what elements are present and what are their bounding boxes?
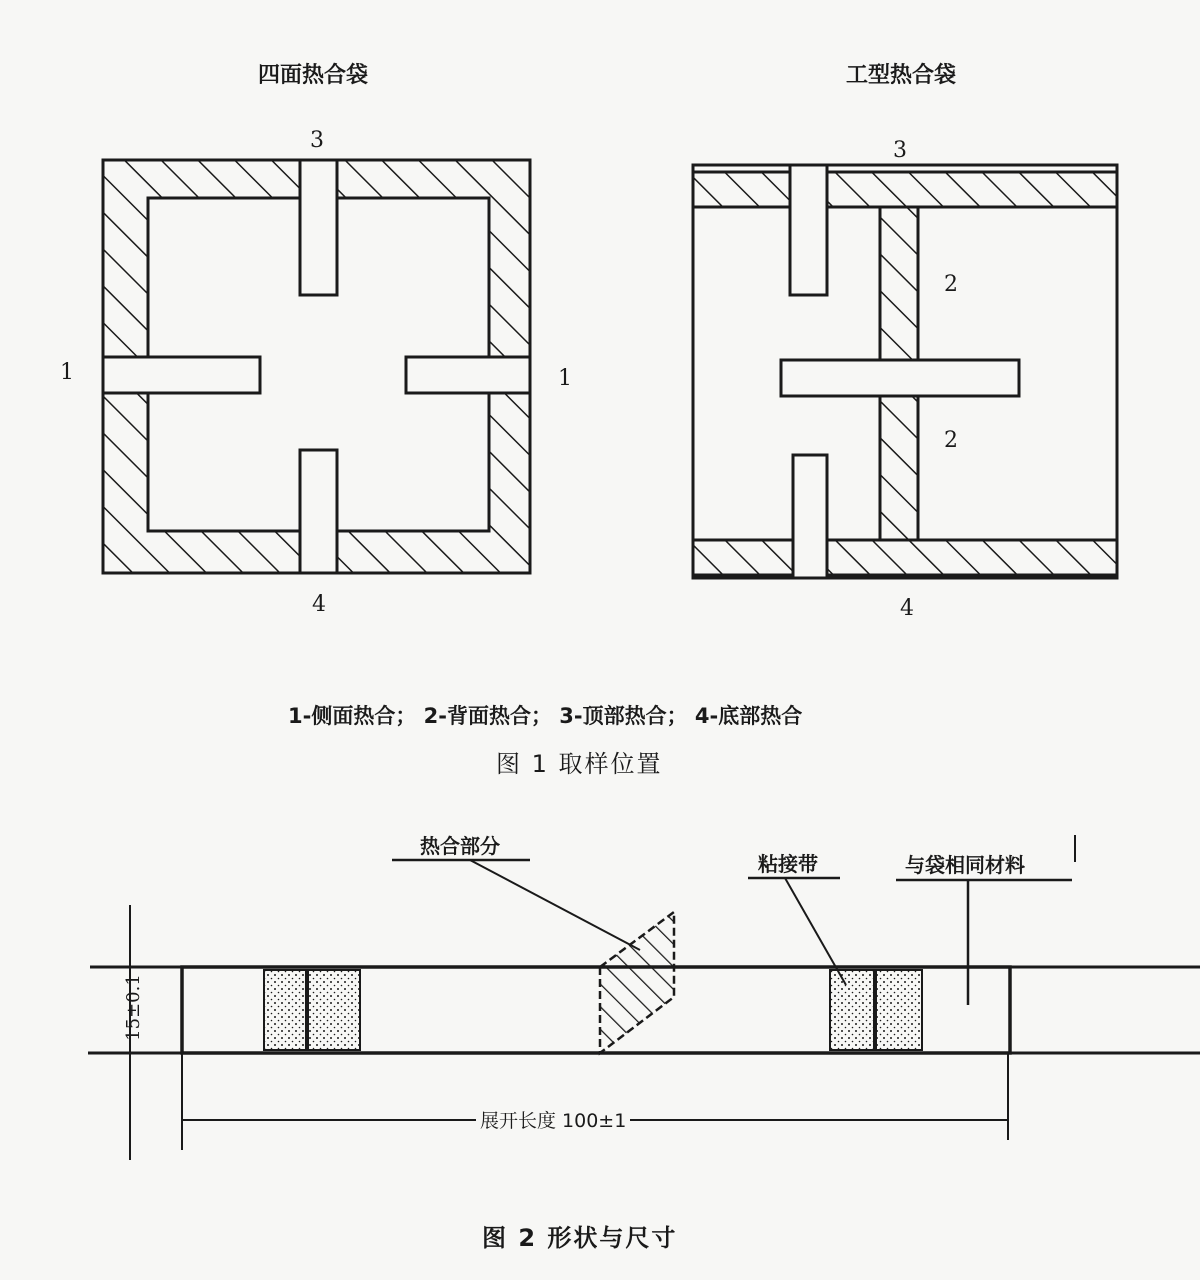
- four-side-bag-title: 四面热合袋: [258, 63, 369, 88]
- label-back-upper: 2: [944, 272, 958, 297]
- bottom-sample-strip: [300, 450, 337, 573]
- length-dimension: 展开长度 100±1: [476, 1106, 630, 1133]
- back-sample-strip: [781, 360, 1019, 396]
- label-back-lower: 2: [944, 428, 958, 453]
- figure1-legend: 1-侧面热合； 2-背面热合； 3-顶部热合； 4-底部热合: [288, 704, 803, 728]
- four-side-seal-bag: [103, 160, 530, 573]
- label-bottom-left: 4: [312, 592, 326, 617]
- label-side-left: 1: [60, 360, 74, 385]
- width-dimension: 15±0.1: [122, 974, 144, 1041]
- left-sample-strip: [103, 357, 260, 393]
- right-sample-strip: [406, 357, 530, 393]
- top-sample-strip-i: [790, 165, 827, 295]
- i-type-bag-title: 工型热合袋: [846, 63, 957, 88]
- figure1-caption: 图 1 取样位置: [496, 750, 663, 778]
- label-top-left: 3: [310, 128, 324, 153]
- label-side-right: 1: [558, 366, 572, 391]
- callout-heat-seal: 热合部分: [420, 834, 500, 858]
- specimen-strip: [88, 835, 1200, 1160]
- figure2-caption: 图 2 形状与尺寸: [482, 1224, 678, 1252]
- bottom-sample-strip-i: [793, 455, 827, 578]
- top-sample-strip: [300, 160, 337, 295]
- callout-tape: 粘接带: [758, 852, 818, 876]
- label-bottom-right: 4: [900, 596, 914, 621]
- i-type-seal-bag: [693, 165, 1117, 578]
- label-top-right: 3: [893, 138, 907, 163]
- callout-same-material: 与袋相同材料: [905, 853, 1025, 877]
